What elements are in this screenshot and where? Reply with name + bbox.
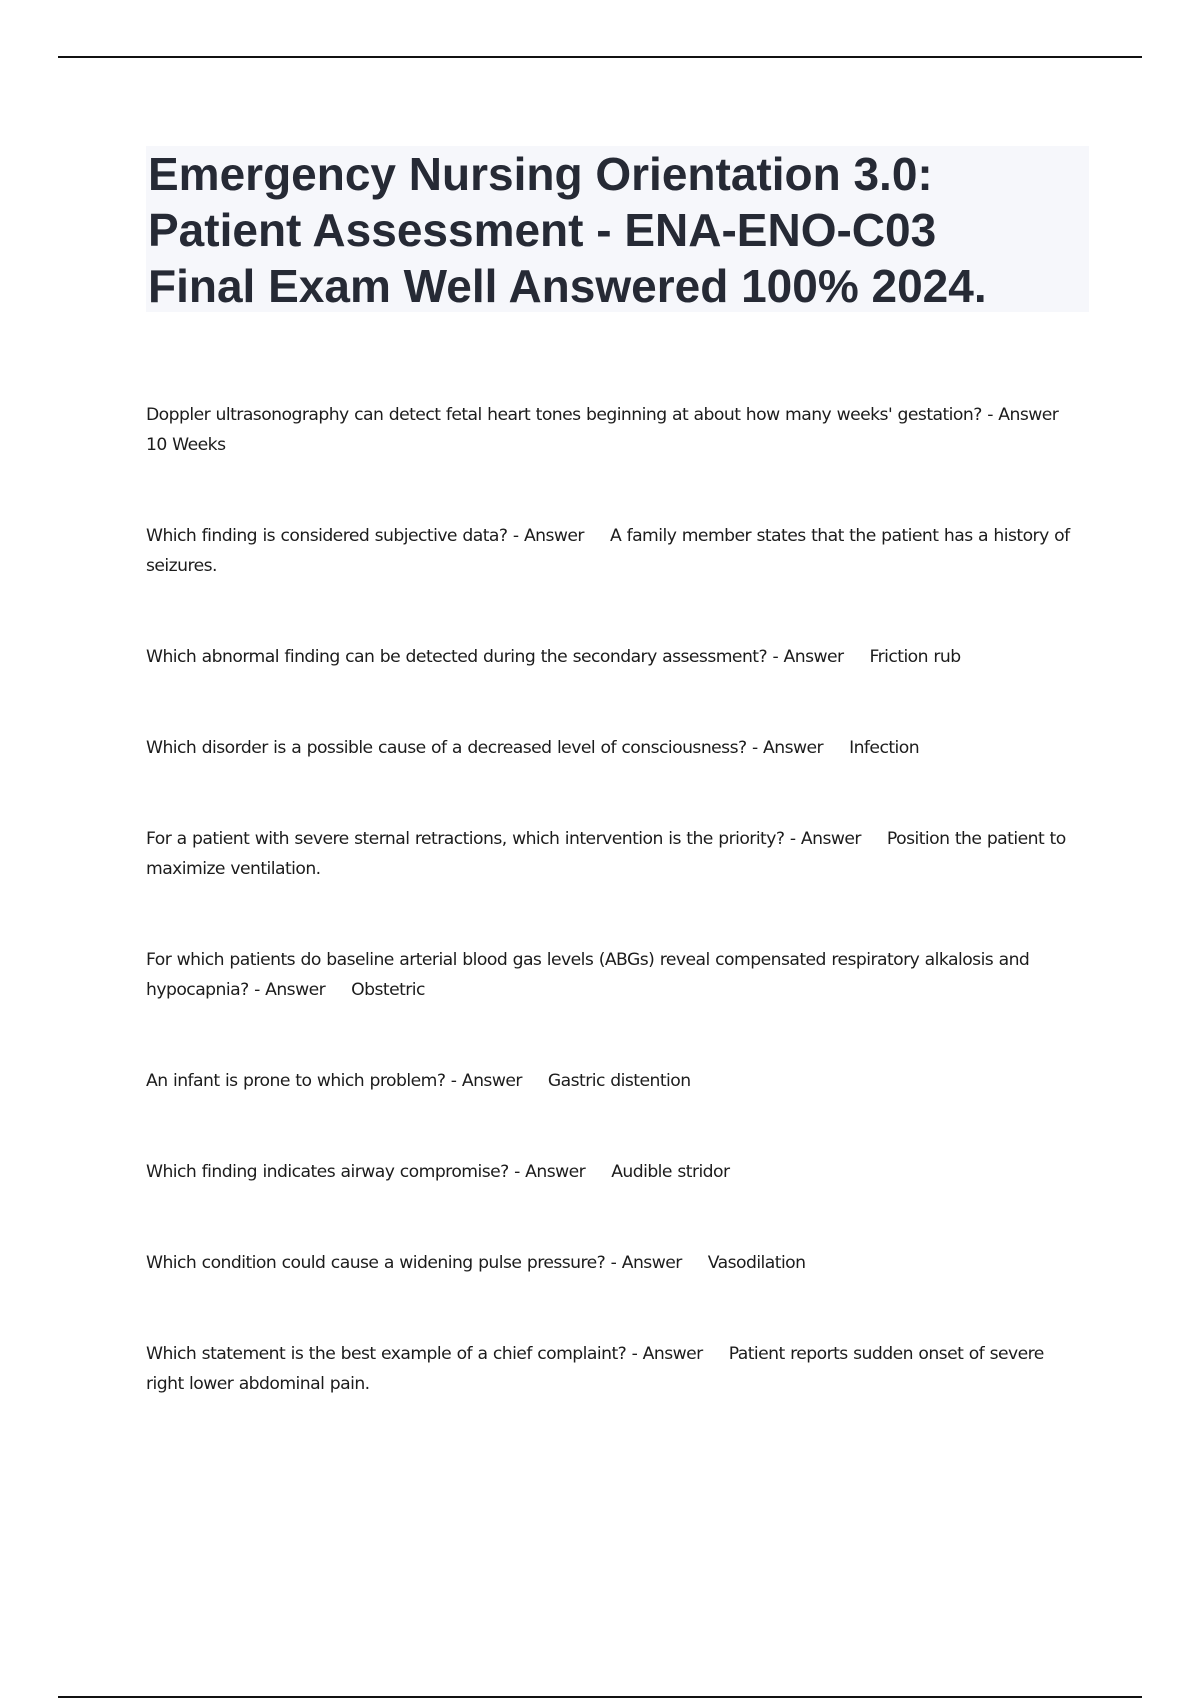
top-rule — [58, 56, 1142, 58]
question-text: Doppler ultrasonography can detect fetal heart tones beginning at about how many weeks' gestation? - Answer — [146, 405, 1059, 425]
answer-text: 10 Weeks — [146, 435, 226, 455]
question-text: An infant is prone to which problem? - Answer — [146, 1071, 522, 1091]
question-text: Which abnormal finding can be detected during the secondary assessment? - Answer — [146, 647, 844, 667]
answer-text: Vasodilation — [707, 1253, 806, 1273]
qa-item — [146, 733, 1086, 763]
title-line: Patient Assessment - ENA-ENO-C03 — [148, 204, 937, 256]
question-text: Which finding is considered subjective data? - Answer — [146, 526, 584, 546]
answer-text: Friction rub — [869, 647, 961, 667]
qa-item — [146, 1157, 1086, 1187]
title-line: Emergency Nursing Orientation 3.0: — [148, 148, 933, 200]
qa-item — [146, 1248, 1086, 1278]
question-text: Which statement is the best example of a chief complaint? - Answer — [146, 1344, 703, 1364]
question-text: For which patients do baseline arterial blood gas levels (ABGs) reveal compensated respiratory alkalosis and hypocapnia? - Answer — [146, 950, 1030, 1000]
qa-list — [146, 400, 1086, 1460]
qa-item — [146, 1339, 1086, 1399]
answer-text: Position the patient to maximize ventilation. — [146, 829, 1066, 879]
answer-text: Audible stridor — [611, 1162, 730, 1182]
qa-item — [146, 400, 1086, 460]
answer-text: A family member states that the patient has a history of seizures. — [146, 526, 1070, 576]
bottom-rule — [58, 1696, 1142, 1698]
qa-item — [146, 642, 1086, 672]
question-text: For a patient with severe sternal retractions, which intervention is the priority? - Answer — [146, 829, 861, 849]
question-text: Which condition could cause a widening pulse pressure? - Answer — [146, 1253, 682, 1273]
question-text: Which finding indicates airway compromise? - Answer — [146, 1162, 586, 1182]
qa-item — [146, 521, 1086, 581]
qa-item — [146, 824, 1086, 884]
answer-text: Gastric distention — [547, 1071, 691, 1091]
title-block — [146, 146, 1089, 312]
qa-item — [146, 1066, 1086, 1096]
question-text: Which disorder is a possible cause of a decreased level of consciousness? - Answer — [146, 738, 824, 758]
document-title — [148, 146, 1087, 314]
answer-text: Infection — [849, 738, 920, 758]
answer-text: Obstetric — [351, 980, 425, 1000]
answer-text: Patient reports sudden onset of severe right lower abdominal pain. — [146, 1344, 1044, 1394]
title-line: Final Exam Well Answered 100% 2024. — [148, 260, 987, 312]
qa-item — [146, 945, 1086, 1005]
